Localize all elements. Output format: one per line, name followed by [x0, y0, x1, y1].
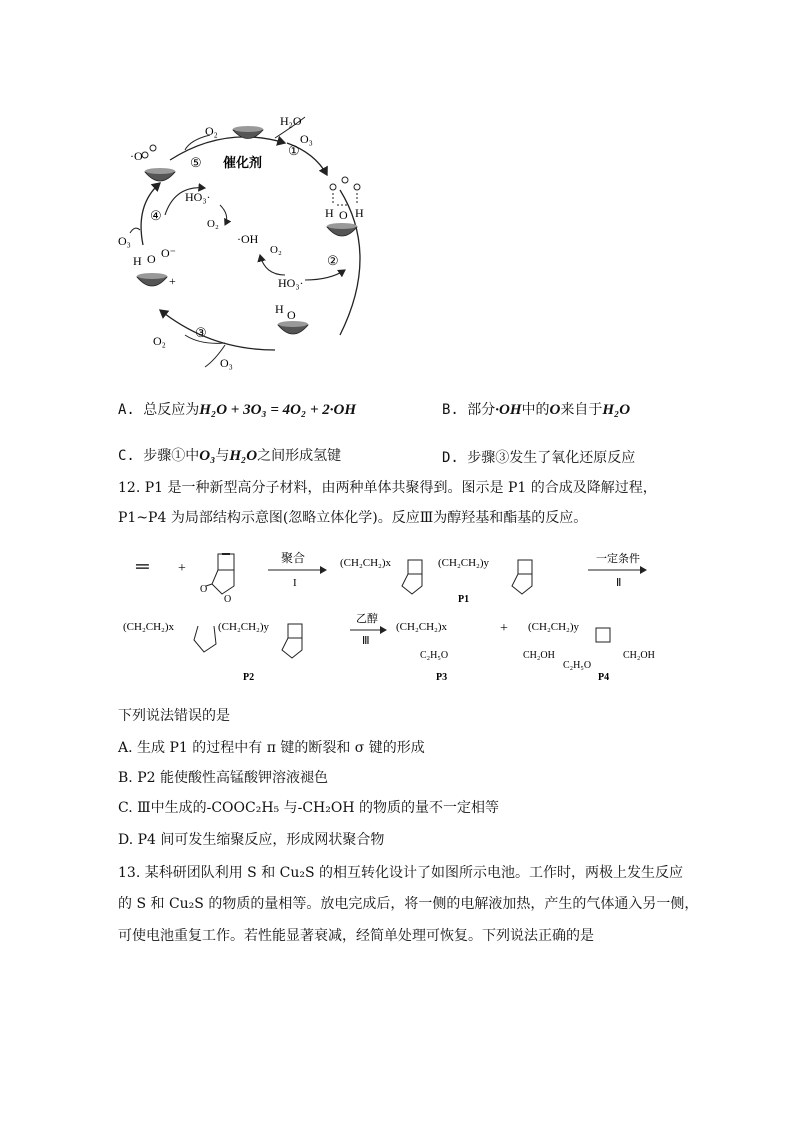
q13-line3: 可使电池重复工作。若性能显著衰减，经简单处理可恢复。下列说法正确的是 [118, 928, 594, 944]
cycle-arc-bottom [160, 310, 275, 350]
q13-line2: 的 S 和 Cu₂S 的物质的量相等。放电完成后，将一侧的电解液加热，产生的气体通入另一侧， [118, 896, 699, 912]
option-12b: B. P2 能使酸性高锰酸钾溶液褪色 [118, 770, 328, 786]
label-p3: P3 [436, 672, 448, 683]
label-o2-bottom: O₂ [153, 334, 166, 348]
catalyst-pot-left [137, 273, 167, 286]
option-11c-h2o: H₂O [229, 448, 258, 464]
q12-prompt: 下列说法错误的是 [118, 708, 230, 724]
option-11c-suffix: 之间形成氢键 [257, 448, 342, 464]
option-11a-prefix: A. 总反应为 [118, 402, 200, 418]
label-p2: P2 [243, 672, 255, 683]
arrow-step-2: Ⅱ [616, 577, 622, 589]
catalyst-label: 催化剂 [223, 155, 263, 170]
ethylene-symbol: ═ [136, 556, 149, 576]
p4-ch2oh-left: CH₂OH [523, 650, 555, 661]
arrow-step-3: Ⅲ [362, 635, 370, 647]
label-h-right: H [355, 206, 364, 220]
option-11b-o: O [549, 402, 561, 418]
monomer-structure [206, 554, 234, 594]
q13-line1: 13. 某科研团队利用 S 和 Cu₂S 的相互转化设计了如图所示电池。工作时，两极上发生反应 [118, 865, 684, 881]
q12-line1: 12. P1 是一种新型高分子材料，由两种单体共聚得到。图示是 P1 的合成及降解过程， [118, 480, 657, 496]
label-p1: P1 [458, 594, 470, 605]
catalyst-pot-bottom-right [278, 321, 308, 334]
option-12c: C. Ⅲ中生成的-COOC₂H₅ 与-CH₂OH 的物质的量不一定相等 [118, 800, 500, 816]
option-12a: A. 生成 P1 的过程中有 π 键的断裂和 σ 键的形成 [118, 740, 425, 756]
plus-1: + [178, 561, 186, 576]
arrow-step-1: I [293, 577, 297, 589]
option-11b-h2o: H₂O [602, 402, 631, 418]
label-o2-top: O₂ [205, 124, 218, 138]
monomer-o1: O [200, 584, 208, 595]
plus-2: + [500, 621, 508, 636]
option-11d: D. 步骤③发生了氧化还原反应 [442, 450, 636, 466]
p2-seg-y: (CH₂CH₂)y [218, 621, 270, 633]
label-h-bottom: H [275, 302, 284, 316]
arrow-condition-label: 一定条件 [596, 553, 640, 565]
label-o-bottom: O [287, 308, 296, 322]
catalyst-pot-top-left [145, 168, 175, 181]
label-ho3-left: HO₃· [185, 190, 211, 204]
label-o3-bottom: O₃ [220, 356, 233, 370]
label-h2o: H₂O [280, 114, 302, 128]
option-11c [118, 446, 341, 466]
label-hoo-o: O [147, 252, 156, 266]
p2-seg-x: (CH₂CH₂)x [123, 621, 175, 633]
p4-seg-y: (CH₂CH₂)y [528, 621, 580, 633]
option-11b-oh: ·OH [495, 402, 522, 418]
p1-seg-y: (CH₂CH₂)y [438, 557, 490, 569]
option-11c-prefix: C. 步骤①中 [118, 448, 200, 464]
label-hoo-h: H [133, 254, 142, 268]
label-o-mid: O [339, 208, 348, 222]
option-11a-formula: H₂O + 3O₃ = 4O₂ + 2·OH [199, 402, 357, 418]
monomer-o2: O [224, 594, 232, 605]
label-o3-left: O₃ [118, 234, 131, 248]
label-ho3-right: HO₃· [278, 276, 304, 290]
p4-c2h5o: C₂H₅O [563, 660, 592, 671]
catalyst-pot-right [327, 223, 357, 236]
label-plus: + [169, 274, 176, 288]
p3-seg-x: (CH₂CH₂)x [396, 621, 448, 633]
p3-c2h5o: C₂H₅O [420, 650, 449, 661]
label-oo-radical: ·O [130, 149, 143, 163]
option-11b-prefix: B. 部分 [442, 402, 496, 418]
option-11b [442, 400, 630, 420]
step-2: ② [327, 253, 339, 268]
step-3: ③ [195, 325, 207, 340]
step-4: ④ [150, 208, 162, 223]
option-11a [118, 400, 356, 420]
label-oh-inner: ·OH [237, 232, 259, 246]
option-11b-mid: 中的 [521, 402, 550, 418]
label-p4: P4 [598, 672, 610, 683]
label-o3-top: O₃ [300, 132, 313, 146]
option-11c-o3: O₃ [199, 448, 216, 464]
label-h-left: H [325, 206, 334, 220]
label-hoo-minus: O⁻ [161, 246, 176, 260]
p1-seg-x: (CH₂CH₂)x [340, 557, 392, 569]
q12-line2: P1~P4 为局部结构示意图(忽略立体化学)。反应Ⅲ为醇羟基和酯基的反应。 [118, 510, 588, 526]
polymer-reaction-scheme [118, 540, 678, 690]
arrow-ethanol-label: 乙醇 [356, 613, 378, 625]
catalytic-cycle-diagram [115, 105, 390, 370]
step-5: ⑤ [190, 155, 202, 170]
label-o2-inner2: O₂ [270, 244, 282, 256]
label-o2-inner: O₂ [207, 218, 219, 230]
option-11b-suffix: 来自于 [560, 402, 603, 418]
option-12d: D. P4 间可发生缩聚反应，形成网状聚合物 [118, 832, 385, 848]
arrow-polymerize-label: 聚合 [281, 551, 306, 565]
option-11c-with: 与 [215, 448, 230, 464]
step-1: ① [288, 143, 300, 158]
p4-ch2oh-right: CH₂OH [623, 650, 655, 661]
